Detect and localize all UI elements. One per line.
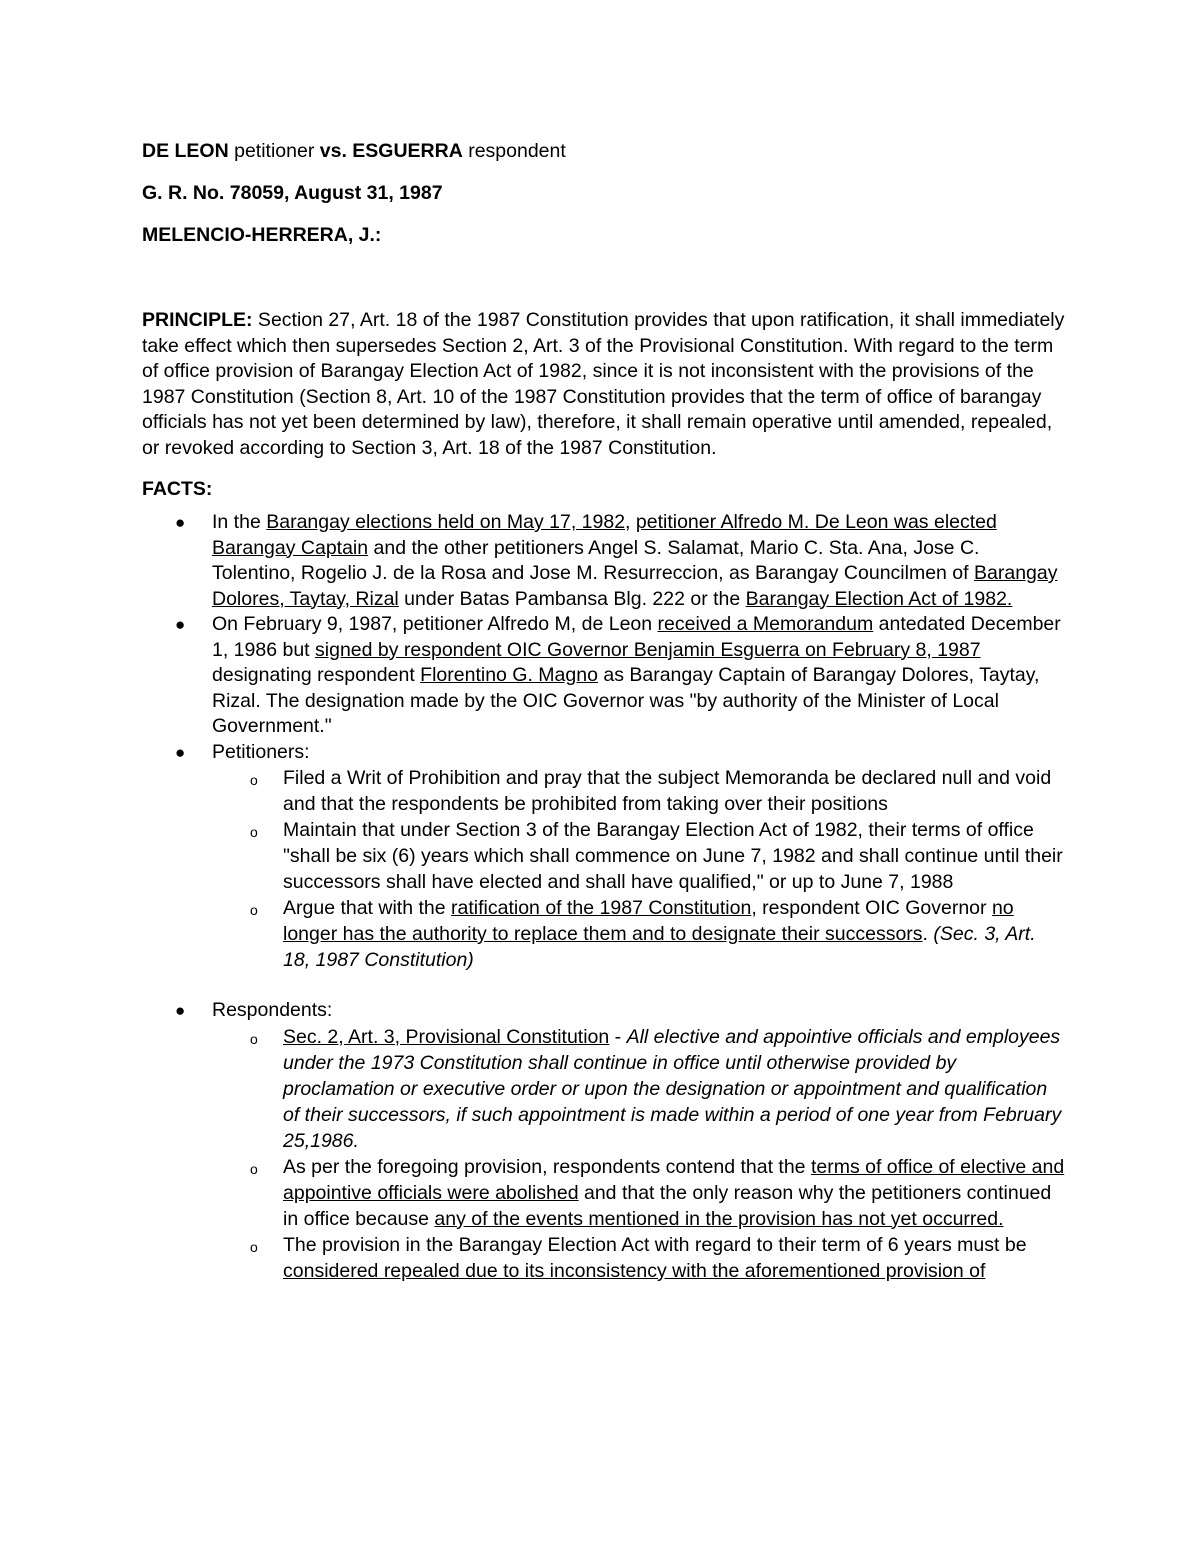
document-body (142, 138, 1067, 1284)
petitioners-label: Petitioners: (212, 740, 310, 763)
facts-list (142, 510, 1067, 1284)
list-item: ● On February 9, 1987, petitioner Alfredo M, de Leon received a Memorandum antedated December 1, 1986 but signed by respondent OIC Governor Benjamin Esguerra on February 8, 1987 designating respondent Florentino G. Magno as Barangay Captain of Barangay Dolores, Taytay, Rizal. The designation made by the OIC Governor was "by authority of the Minister of Local Government." (175, 613, 1061, 737)
sub-list-item: o Sec. 2, Art. 3, Provisional Constitution - All elective and appointive officials and employees under the 1973 Constitution shall continue in office until otherwise provided by proclamation or executive order or upon the designation or appointment and qualification of their successors, if such appointment is made within a period of one year from February 25,1986. (250, 1025, 1062, 1152)
sub-bullet-icon: o (250, 902, 258, 918)
versus-label: vs. (319, 140, 347, 162)
sub-list-item: o Maintain that under Section 3 of the Barangay Election Act of 1982, their terms of office "shall be six (6) years which shall commence on June 7, 1982 and shall continue until their successors shall have elected and shall have qualified," or up to June 7, 1988 (250, 819, 1063, 893)
case-title (142, 138, 1067, 164)
sub-bullet-icon: o (250, 1030, 258, 1047)
bullet-icon: ● (175, 615, 186, 634)
principle-text: Section 27, Art. 18 of the 1987 Constitution provides that upon ratification, it shall immediately take effect which then supersedes Section 2, Art. 3 of the Provisional Constitution. With regard to the term of office provision of Barangay Election Act of 1982, since it is not inconsistent with the provisions of the 1987 Constitution (Section 8, Art. 10 of the 1987 Constitution provides that the term of office of barangay officials has not yet been determined by law), therefore, it shall remain operative until amended, repealed, or revoked according to Section 3, Art. 18 of the 1987 Constitution. (142, 309, 1065, 459)
bullet-icon: ● (175, 513, 186, 532)
respondents-sublist (212, 1024, 1067, 1284)
list-item: ● In the Barangay elections held on May 17, 1982, petitioner Alfredo M. De Leon was elected Barangay Captain and the other petitioners Angel S. Salamat, Mario C. Sta. Ana, Jose C. Tolentino, Rogelio J. de la Rosa and Jose M. Resurreccion, as Barangay Councilmen of Barangay Dolores, Taytay, Rizal under Batas Pambansa Blg. 222 or the Barangay Election Act of 1982. (175, 511, 1058, 610)
respondent-name: ESGUERRA (346, 140, 463, 162)
bullet-icon: ● (175, 1001, 186, 1020)
principle-paragraph (142, 308, 1067, 461)
sub-list-item: o Filed a Writ of Prohibition and pray that the subject Memoranda be declared null and void and that the respondents be prohibited from taking over their positions (250, 767, 1052, 815)
ponente: MELENCIO-HERRERA, J.: (142, 224, 382, 246)
case-number: G. R. No. 78059, August 31, 1987 (142, 182, 443, 204)
petitioner-name: DE LEON (142, 140, 229, 162)
respondents-label: Respondents: (212, 999, 333, 1021)
sub-list-item: o As per the foregoing provision, respondents contend that the terms of office of elective and appointive officials were abolished and that the only reason why the petitioners continued in office because any of the events mentioned in the provision has not yet occurred. (250, 1155, 1065, 1230)
sub-list-item: o The provision in the Barangay Election Act with regard to their term of 6 years must be considered repealed due to its inconsistency with the aforementioned provision of (250, 1233, 1027, 1282)
list-item (142, 740, 1067, 999)
respondent-role: respondent (462, 140, 566, 162)
petitioner-role: petitioner (228, 140, 320, 162)
sub-bullet-icon: o (250, 1160, 258, 1177)
sub-bullet-icon: o (250, 772, 258, 788)
list-item (142, 998, 1067, 1284)
sub-bullet-icon: o (250, 1238, 258, 1255)
bullet-icon: ● (175, 742, 186, 762)
petitioners-sublist (212, 765, 1067, 973)
sub-list-item: o Argue that with the ratification of the 1987 Constitution, respondent OIC Governor no longer has the authority to replace them and to designate their successors. (Sec. 3, Art. 18, 1987 Constitution) (250, 897, 1036, 971)
facts-heading: FACTS: (142, 478, 213, 500)
sub-bullet-icon: o (250, 824, 258, 840)
principle-label: PRINCIPLE: (142, 309, 253, 331)
